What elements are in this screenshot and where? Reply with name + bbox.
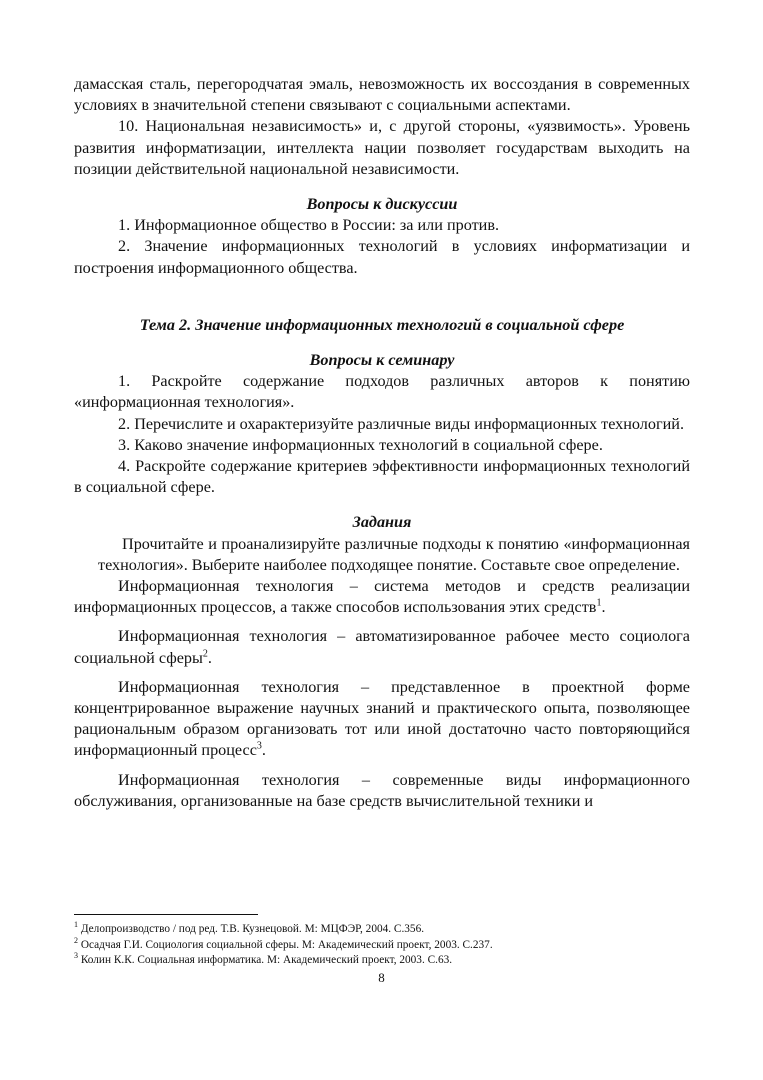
footnote-ref: 1 (596, 597, 602, 609)
definition-tail: . (207, 648, 212, 667)
tasks-intro: Прочитайте и проанализируйте различные подходы к понятию «информационная технология». Выберите наиболее подходящее понятие. Составьте свое определение. (98, 534, 690, 574)
footnote (74, 953, 690, 969)
definition-4 (74, 770, 690, 812)
definition-tail: . (601, 598, 606, 617)
page-body (74, 74, 690, 812)
footnote-divider (74, 914, 258, 915)
seminar-heading: Вопросы к семинару (309, 351, 455, 370)
definition-text: Информационная технология – автоматизированное рабочее место социолога социальной сферы (74, 627, 690, 667)
definition-1 (74, 576, 690, 618)
footnote-text: Колин К.К. Социальная информатика. М: Академический проект, 2003. С.63. (80, 954, 453, 967)
seminar-item: 1. Раскройте содержание подходов различных авторов к понятию «информационная технология». (74, 372, 690, 412)
footnote-number: 2 (74, 935, 78, 945)
footnote-number: 1 (74, 920, 78, 930)
discussion-item: 2. Значение информационных технологий в условиях информатизации и построения информационного общества. (74, 237, 690, 277)
footnotes (74, 922, 690, 969)
definition-2 (74, 626, 690, 668)
tasks-intro-block (74, 534, 690, 576)
footnote (74, 922, 690, 938)
footnote-number: 3 (74, 951, 78, 961)
paragraph-national-independence: 10. Национальная независимость» и, с другой стороны, «уязвимость». Уровень развития информатизации, интеллекта нации позволяет государствам выходить на позиции действительной национальной независимости. (74, 117, 690, 178)
footnote-ref: 3 (256, 741, 262, 753)
footnote-ref: 2 (202, 648, 208, 660)
definition-text: Информационная технология – современные виды информационного обслуживания, организованные на базе средств вычислительной техники и (74, 770, 690, 810)
definition-text: Информационная технология – система методов и средств реализации информационных процессов, а также способов использования этих средств (74, 577, 690, 617)
tasks-heading: Задания (352, 513, 412, 532)
paragraph-continuation: дамасская сталь, перегородчатая эмаль, невозможность их воссоздания в современных условиях в значительной степени связывают с социальными аспектами. (74, 75, 690, 115)
footnote (74, 935, 690, 954)
seminar-item: 2. Перечислите и охарактеризуйте различные виды информационных технологий. (118, 414, 684, 433)
footnote-text: Осадчая Г.И. Социология социальной сферы. М: Академический проект, 2003. С.237. (80, 938, 493, 951)
seminar-item: 4. Раскройте содержание критериев эффективности информационных технологий в социальной сфере. (74, 457, 690, 497)
discussion-item: 1. Информационное общество в России: за или против. (118, 216, 500, 235)
definition-3 (74, 677, 690, 762)
definition-text: Информационная технология – представленное в проектной форме концентрированное выражение научных знаний и практического опыта, позволяющее рациональным образом организовать тот или иной достаточно часто повторяющийся информационный процесс (74, 677, 690, 760)
seminar-item: 3. Каково значение информационных технологий в социальной сфере. (118, 435, 603, 454)
page-number: 8 (378, 970, 385, 985)
discussion-heading: Вопросы к дискуссии (306, 195, 458, 214)
footnote-text: Делопроизводство / под ред. Т.В. Кузнецовой. М: МЦФЭР, 2004. С.356. (80, 923, 425, 935)
definition-tail: . (261, 741, 266, 760)
topic-heading: Тема 2. Значение информационных технологий в социальной сфере (139, 315, 625, 334)
